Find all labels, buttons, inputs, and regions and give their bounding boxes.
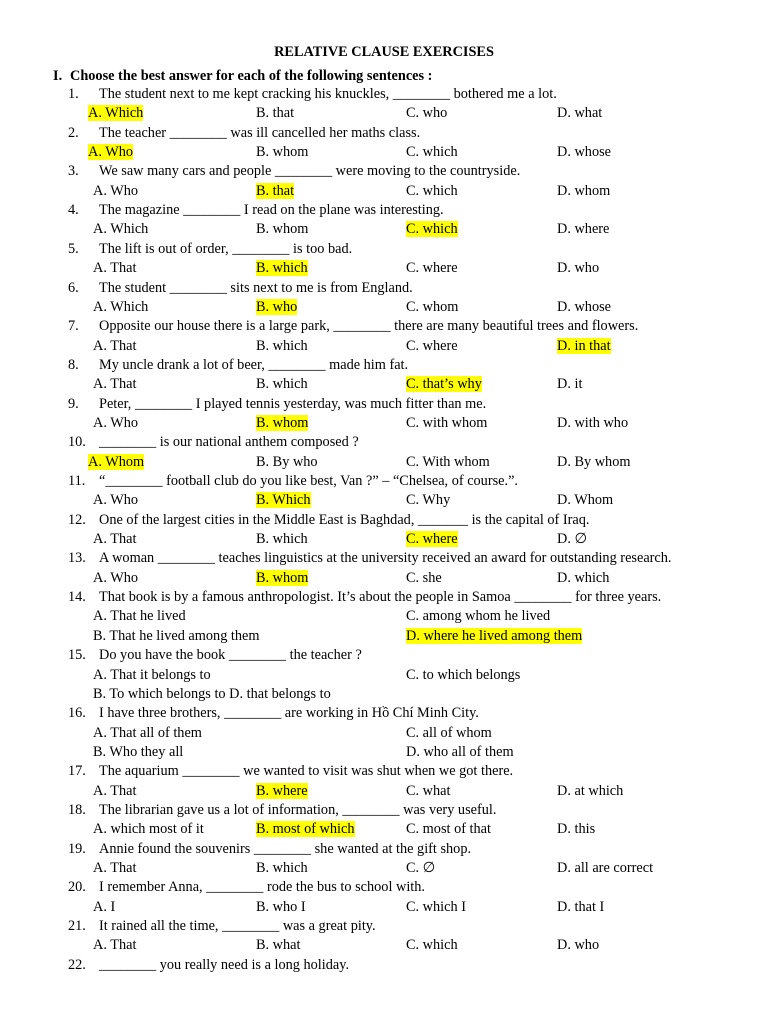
- option-b[interactable]: [256, 898, 306, 917]
- question-number: 8.: [68, 356, 79, 373]
- option-c[interactable]: [406, 375, 482, 394]
- option-label: B. that: [256, 105, 295, 122]
- option-d[interactable]: [557, 569, 609, 588]
- option-c[interactable]: [406, 220, 458, 239]
- option-label: D. that I: [557, 898, 605, 915]
- option-a[interactable]: [93, 685, 331, 704]
- option-d[interactable]: [557, 453, 630, 472]
- question-number: 22.: [68, 956, 86, 973]
- option-a[interactable]: [93, 414, 138, 433]
- option-b[interactable]: [256, 820, 355, 839]
- option-label: A. I: [93, 898, 116, 915]
- option-b[interactable]: [256, 936, 300, 955]
- option-label: A. Who: [93, 182, 139, 199]
- option-label: B. whom: [256, 221, 309, 238]
- option-label: B. By who: [256, 453, 318, 470]
- option-d[interactable]: [557, 936, 599, 955]
- option-label: B. who I: [256, 898, 306, 915]
- option-b[interactable]: [256, 143, 308, 162]
- option-label: D. who: [557, 937, 600, 954]
- question-text: One of the largest cities in the Middle East is Baghdad, _______ is the capital of Iraq.: [99, 511, 590, 528]
- option-label: D. whose: [557, 144, 612, 161]
- question-text: Annie found the souvenirs ________ she wanted at the gift shop.: [99, 840, 472, 857]
- question-number: 9.: [68, 395, 79, 412]
- option-d[interactable]: [557, 859, 653, 878]
- option-c[interactable]: [406, 414, 487, 433]
- option-a[interactable]: [93, 743, 183, 762]
- question-text: Opposite our house there is a large park, ________ there are many beautiful trees and flowers.: [99, 318, 639, 335]
- option-c[interactable]: [406, 298, 458, 317]
- option-label-highlighted: B. who: [256, 298, 298, 315]
- option-label: D. it: [557, 376, 583, 393]
- option-c[interactable]: [406, 820, 491, 839]
- question-number: 6.: [68, 279, 79, 296]
- option-label: B. which: [256, 337, 308, 354]
- option-label-highlighted: C. where: [406, 531, 458, 548]
- option-label-highlighted: A. Whom: [88, 453, 145, 470]
- option-label: C. with whom: [406, 414, 488, 431]
- option-label-highlighted: B. Which: [256, 492, 311, 509]
- option-label-highlighted: A. Which: [88, 105, 144, 122]
- option-label: A. That it belongs to: [93, 666, 211, 683]
- option-b[interactable]: [256, 337, 308, 356]
- question-text: A woman ________ teaches linguistics at the university received an award for outstanding research.: [99, 550, 672, 567]
- option-label: D. all are correct: [557, 860, 654, 876]
- option-label: D. whom: [557, 182, 611, 199]
- option-d[interactable]: [557, 104, 602, 123]
- option-c[interactable]: [406, 337, 458, 356]
- option-label: C. whom: [406, 298, 459, 315]
- option-c[interactable]: [406, 666, 520, 685]
- option-a[interactable]: [88, 453, 144, 472]
- option-label: D. ∅: [557, 531, 587, 548]
- option-b[interactable]: [256, 453, 318, 472]
- option-label: C. which: [406, 182, 458, 199]
- option-d[interactable]: [557, 530, 587, 549]
- option-label: D. where: [557, 221, 610, 238]
- option-b[interactable]: [256, 569, 308, 588]
- option-d[interactable]: [557, 782, 623, 801]
- option-b[interactable]: [256, 259, 308, 278]
- option-label: C. most of that: [406, 821, 491, 838]
- option-c[interactable]: [406, 259, 458, 278]
- question-text: The lift is out of order, ________ is too bad.: [99, 240, 353, 257]
- option-label-highlighted: B. that: [256, 182, 295, 199]
- option-label: B. which: [256, 531, 308, 548]
- option-c[interactable]: [406, 607, 550, 626]
- option-label: C. which: [406, 937, 458, 954]
- question-text: ________ is our national anthem composed ?: [99, 434, 359, 451]
- question-number: 19.: [68, 840, 86, 857]
- option-label-highlighted: B. whom: [256, 414, 309, 431]
- question-number: 2.: [68, 124, 79, 141]
- option-a[interactable]: [93, 627, 260, 646]
- option-label: A. That: [93, 531, 137, 548]
- question-text: The magazine ________ I read on the plane was interesting.: [99, 202, 444, 219]
- question-text: ________ you really need is a long holiday.: [99, 956, 350, 973]
- option-label: D. which: [557, 569, 610, 586]
- option-label-highlighted: C. which: [406, 221, 458, 238]
- section-number: I.: [53, 68, 63, 84]
- option-d[interactable]: [557, 143, 611, 162]
- question-number: 3.: [68, 163, 79, 180]
- option-b[interactable]: [256, 782, 308, 801]
- option-b[interactable]: [256, 104, 294, 123]
- option-a[interactable]: [93, 666, 211, 685]
- question-number: 15.: [68, 647, 86, 664]
- option-label: C. Why: [406, 492, 451, 509]
- option-d[interactable]: [557, 337, 611, 356]
- option-a[interactable]: [93, 782, 136, 801]
- option-d[interactable]: [557, 259, 599, 278]
- option-c[interactable]: [406, 743, 514, 762]
- option-a[interactable]: [93, 259, 136, 278]
- option-b[interactable]: [256, 220, 308, 239]
- option-label: D. at which: [557, 782, 624, 799]
- option-label: B. That he lived among them: [93, 627, 260, 644]
- question-text: The teacher ________ was ill cancelled her maths class.: [99, 124, 421, 141]
- option-label: A. Which: [93, 298, 149, 315]
- option-label-highlighted: B. most of which: [256, 821, 355, 838]
- option-b[interactable]: [256, 530, 308, 549]
- option-label-highlighted: C. that’s why: [406, 376, 482, 393]
- option-label-highlighted: D. where he lived among them: [406, 627, 583, 644]
- option-label: C. which I: [406, 898, 466, 915]
- option-label-highlighted: B. whom: [256, 569, 309, 586]
- option-label: C. among whom he lived: [406, 608, 551, 625]
- section-heading: [53, 67, 432, 85]
- option-label: A. That: [93, 337, 137, 354]
- option-c[interactable]: [406, 143, 458, 162]
- option-label: A. Who: [93, 492, 139, 509]
- question-number: 16.: [68, 705, 86, 722]
- question-text: That book is by a famous anthropologist. It’s about the people in Samoa ________ for three years.: [99, 589, 662, 606]
- option-d[interactable]: [557, 220, 609, 239]
- option-label: C. she: [406, 569, 442, 586]
- option-label: A. Who: [93, 569, 139, 586]
- option-label: B. which: [256, 376, 308, 393]
- option-b[interactable]: [256, 491, 311, 510]
- option-label: B. To which belongs to D. that belongs to: [93, 685, 331, 702]
- option-d[interactable]: [557, 491, 613, 510]
- option-a[interactable]: [93, 491, 138, 510]
- question-number: 4.: [68, 202, 79, 219]
- question-text: We saw many cars and people ________ were moving to the countryside.: [99, 163, 521, 180]
- option-label: D. who all of them: [406, 743, 514, 760]
- option-label: C. which: [406, 144, 458, 161]
- option-a[interactable]: [93, 607, 186, 626]
- option-label: B. what: [256, 937, 301, 954]
- option-c[interactable]: [406, 182, 458, 201]
- question-number: 5.: [68, 240, 79, 257]
- option-c[interactable]: [406, 936, 458, 955]
- option-b[interactable]: [256, 859, 308, 878]
- option-a[interactable]: [93, 220, 148, 239]
- option-a[interactable]: [93, 569, 138, 588]
- option-a[interactable]: [93, 375, 136, 394]
- option-label: B. Who they all: [93, 743, 184, 760]
- question-number: 18.: [68, 801, 86, 818]
- option-label: C. ∅: [406, 860, 436, 876]
- option-d[interactable]: [557, 298, 611, 317]
- option-a[interactable]: [88, 143, 133, 162]
- question-text: It rained all the time, ________ was a great pity.: [99, 918, 376, 935]
- question-number: 11.: [68, 473, 86, 489]
- option-c[interactable]: [406, 782, 450, 801]
- option-d[interactable]: [557, 898, 604, 917]
- option-c[interactable]: [406, 859, 435, 878]
- option-label: D. who: [557, 260, 600, 277]
- option-label: C. to which belongs: [406, 666, 521, 683]
- question-text: Peter, ________ I played tennis yesterday, was much fitter than me.: [99, 395, 487, 412]
- option-label-highlighted: B. where: [256, 782, 308, 799]
- option-a[interactable]: [93, 530, 136, 549]
- option-c[interactable]: [406, 491, 450, 510]
- option-label: A. Who: [93, 414, 139, 431]
- question-text: “________ football club do you like best, Van ?” – “Chelsea, of course.”.: [99, 473, 519, 489]
- option-a[interactable]: [93, 182, 138, 201]
- option-label: A. That: [93, 937, 137, 954]
- option-label: C. who: [406, 105, 448, 122]
- question-text: My uncle drank a lot of beer, ________ made him fat.: [99, 356, 409, 373]
- option-c[interactable]: [406, 724, 492, 743]
- question-number: 12.: [68, 511, 86, 528]
- section-instruction: Choose the best answer for each of the following sentences :: [70, 68, 433, 84]
- option-label: A. That: [93, 860, 137, 876]
- option-d[interactable]: [557, 182, 610, 201]
- option-label: A. That: [93, 260, 137, 277]
- option-label: C. where: [406, 260, 458, 277]
- option-b[interactable]: [256, 298, 297, 317]
- option-a[interactable]: [88, 104, 143, 123]
- option-label: C. where: [406, 337, 458, 354]
- question-number: 20.: [68, 879, 86, 896]
- option-d[interactable]: [557, 414, 628, 433]
- question-text: The student next to me kept cracking his knuckles, ________ bothered me a lot.: [99, 86, 557, 102]
- option-label-highlighted: B. which: [256, 260, 308, 277]
- option-label: C. all of whom: [406, 724, 492, 741]
- option-a[interactable]: [93, 298, 148, 317]
- option-a[interactable]: [93, 936, 136, 955]
- question-number: 17.: [68, 763, 86, 780]
- question-number: 7.: [68, 318, 79, 335]
- option-c[interactable]: [406, 898, 466, 917]
- option-label: A. That: [93, 782, 137, 799]
- option-d[interactable]: [557, 375, 582, 394]
- question-text: I remember Anna, ________ rode the bus to school with.: [99, 879, 425, 896]
- option-c[interactable]: [406, 627, 582, 646]
- option-label: D. whose: [557, 298, 612, 315]
- option-d[interactable]: [557, 820, 595, 839]
- question-number: 14.: [68, 589, 86, 606]
- option-b[interactable]: [256, 182, 294, 201]
- option-c[interactable]: [406, 569, 442, 588]
- option-label: C. what: [406, 782, 451, 799]
- option-b[interactable]: [256, 375, 308, 394]
- question-number: 1.: [68, 86, 79, 102]
- question-number: 10.: [68, 434, 86, 451]
- option-label: D. what: [557, 105, 603, 122]
- option-label: C. With whom: [406, 453, 490, 470]
- option-c[interactable]: [406, 453, 490, 472]
- option-label: A. Which: [93, 221, 149, 238]
- option-label: A. That all of them: [93, 724, 202, 741]
- option-b[interactable]: [256, 414, 308, 433]
- option-label: A. That he lived: [93, 608, 186, 625]
- question-text: The student ________ sits next to me is from England.: [99, 279, 413, 296]
- page-title: RELATIVE CLAUSE EXERCISES: [274, 44, 494, 60]
- option-label: D. By whom: [557, 453, 631, 470]
- option-label-highlighted: A. Who: [88, 144, 134, 161]
- question-number: 21.: [68, 918, 86, 935]
- option-c[interactable]: [406, 530, 458, 549]
- option-label: B. whom: [256, 144, 309, 161]
- option-label: A. which most of it: [93, 821, 204, 838]
- question-text: Do you have the book ________ the teacher ?: [99, 647, 362, 664]
- question-text: The aquarium ________ we wanted to visit was shut when we got there.: [99, 763, 514, 780]
- option-label: D. this: [557, 821, 596, 838]
- option-label: D. with who: [557, 414, 629, 431]
- question-text: I have three brothers, ________ are working in Hồ Chí Minh City.: [99, 705, 479, 722]
- option-label: A. That: [93, 376, 137, 393]
- question-text: The librarian gave us a lot of information, ________ was very useful.: [99, 801, 497, 818]
- option-label: D. Whom: [557, 492, 614, 509]
- question-number: 13.: [68, 550, 86, 567]
- option-a[interactable]: [93, 898, 115, 917]
- option-a[interactable]: [93, 820, 204, 839]
- option-label-highlighted: D. in that: [557, 337, 611, 354]
- option-a[interactable]: [93, 859, 136, 878]
- option-c[interactable]: [406, 104, 447, 123]
- option-a[interactable]: [93, 337, 136, 356]
- option-label: B. which: [256, 860, 308, 876]
- option-a[interactable]: [93, 724, 202, 743]
